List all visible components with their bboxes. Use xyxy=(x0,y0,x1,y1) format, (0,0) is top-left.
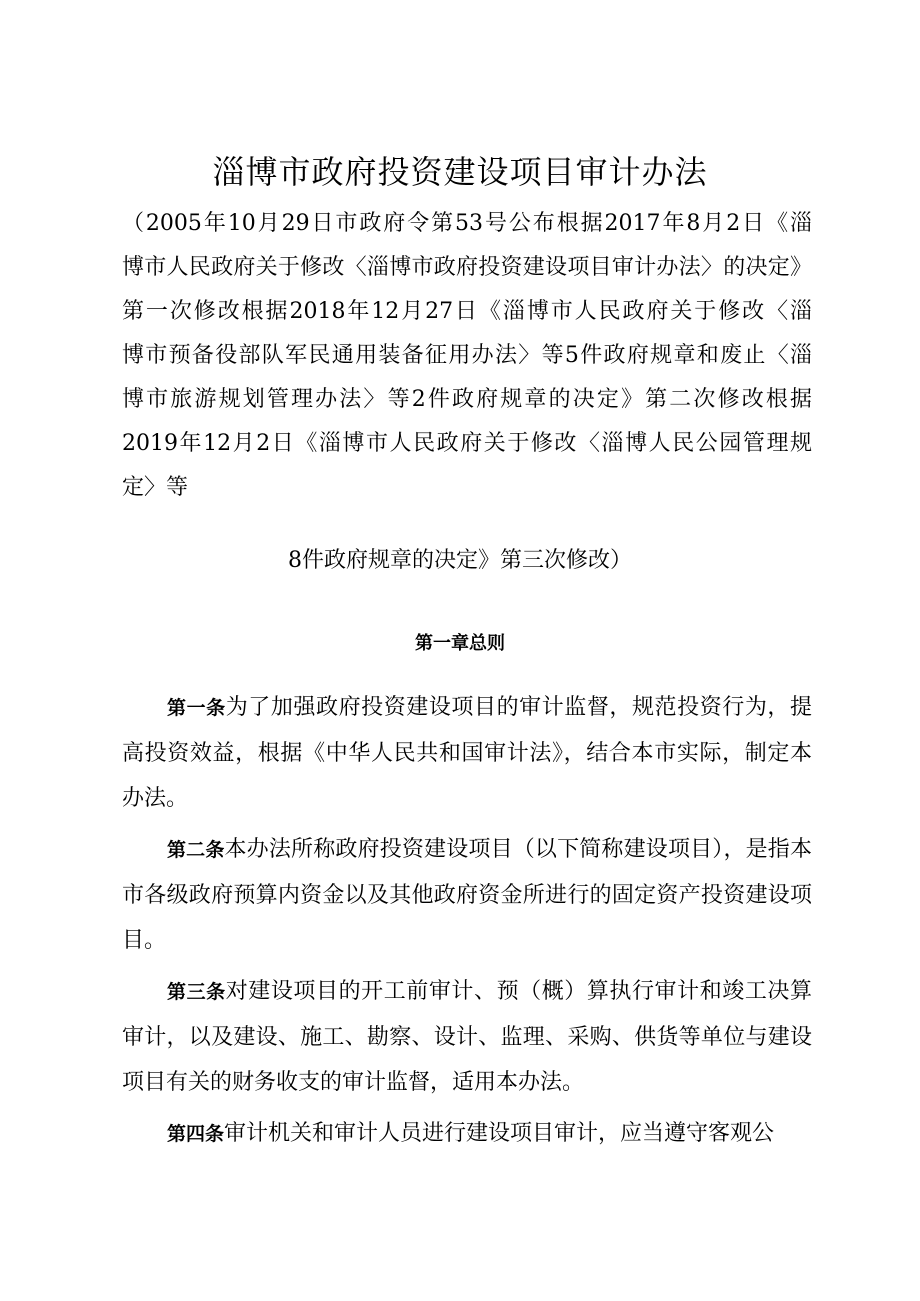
article-label: 第三条 xyxy=(167,981,226,1003)
article xyxy=(122,1111,812,1157)
article-label: 第四条 xyxy=(167,1123,225,1145)
articles-section xyxy=(122,685,812,1163)
preamble-tail: 8件政府规章的决定》第三次修改） xyxy=(288,548,632,573)
preamble-line: 博市人民政府关于修改〈淄博市政府投资建设项目审计办法〉的决定》 xyxy=(122,255,812,280)
preamble-line: （2005年10月29日市政府令第53号公布根据2017年8月2日《淄 xyxy=(122,211,812,236)
article-label: 第一条 xyxy=(167,697,226,719)
preamble xyxy=(122,202,812,510)
article-text: 本办法所称政府投资建设项目（以下简称建设项目），是指本市各级政府预算内资金以及其他政府资金所进行的固定资产投资建设项目。 xyxy=(122,837,812,953)
article xyxy=(122,969,812,1105)
preamble-line: 博市旅游规划管理办法〉等2件政府规章的决定》第二次修改根据 xyxy=(122,387,812,412)
article-text: 对建设项目的开工前审计、预（概）算执行审计和竣工决算审计，以及建设、施工、勘察、设计、监理、采购、供货等单位与建设项目有关的财务收支的审计监督，适用本办法。 xyxy=(122,979,812,1095)
preamble-line: 第一次修改根据2018年12月27日《淄博市人民政府关于修改〈淄 xyxy=(122,299,812,324)
article-text: 为了加强政府投资建设项目的审计监督，规范投资行为，提高投资效益，根据《中华人民共和国审计法》，结合本市实际，制定本办法。 xyxy=(122,695,812,811)
article-text: 审计机关和审计人员进行建设项目审计，应当遵守客观公 xyxy=(224,1121,775,1146)
article xyxy=(122,827,812,963)
article xyxy=(122,685,812,821)
preamble-line: 定〉等 xyxy=(122,475,189,500)
preamble-line: 博市预备役部队军民通用装备征用办法〉等5件政府规章和废止〈淄 xyxy=(122,343,812,368)
article-label: 第二条 xyxy=(167,839,225,861)
chapter-heading: 第一章总则 xyxy=(415,633,505,654)
document-title: 淄博市政府投资建设项目审计办法 xyxy=(212,153,708,191)
preamble-line: 2019年12月2日《淄博市人民政府关于修改〈淄博人民公园管理规 xyxy=(122,431,812,456)
